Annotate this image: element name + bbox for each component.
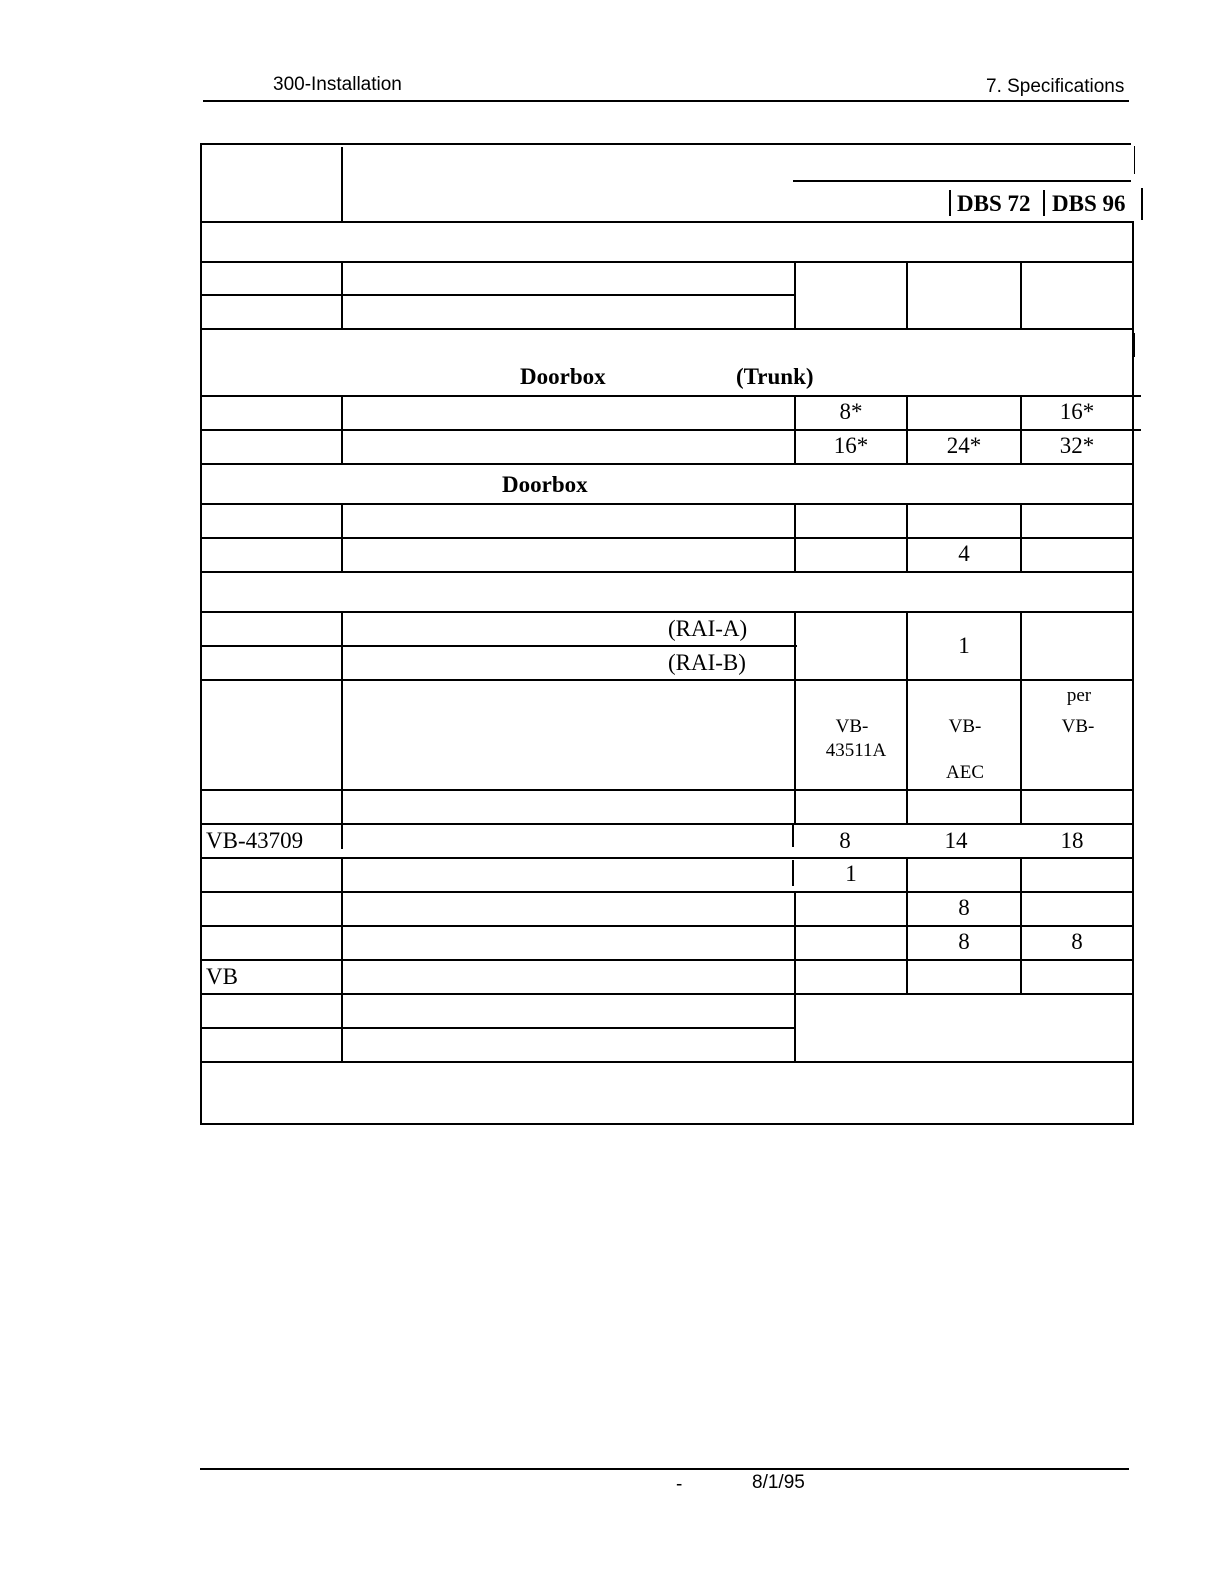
cell-value: 4: [958, 541, 970, 566]
rai-b-label: (RAI-B): [668, 650, 746, 675]
col-header-dbs72: DBS 72: [957, 191, 1031, 216]
header-rule: [203, 100, 1129, 102]
vb-c3-line1: VB-: [1061, 716, 1095, 737]
section-doorbox: Doorbox: [502, 472, 588, 497]
cell-value: 14: [944, 828, 968, 853]
footer-dash: -: [676, 1474, 683, 1495]
cell-value: 8: [958, 929, 970, 954]
vb-c1-line1: VB-: [835, 716, 869, 737]
footer-rule: [200, 1468, 1129, 1470]
vb43709-name: VB-43709: [206, 828, 304, 853]
cell-value: 1: [845, 861, 857, 886]
vb-c3-top: per: [1066, 685, 1092, 706]
footer-date: 8/1/95: [752, 1472, 805, 1493]
cell-value: 32*: [1059, 433, 1095, 458]
vb-c1-line2: 43511A: [825, 740, 887, 761]
section-doorbox-trunk: Doorbox: [520, 364, 606, 389]
cell-value: 16*: [833, 433, 869, 458]
col-header-dbs96: DBS 96: [1052, 191, 1126, 216]
vb-name: VB: [206, 964, 238, 989]
header-right: 7. Specifications: [986, 76, 1125, 97]
cell-value: 8: [958, 895, 970, 920]
cell-value: 18: [1060, 828, 1084, 853]
cell-value: 24*: [946, 433, 982, 458]
cell-value: 8: [1071, 929, 1083, 954]
rai-value: 1: [958, 633, 970, 658]
cell-value: 16*: [1059, 399, 1095, 424]
rai-a-label: (RAI-A): [668, 616, 748, 641]
vb-c2-line2: AEC: [946, 762, 984, 783]
cell-value: 8*: [839, 399, 863, 424]
cell-value: 8: [839, 828, 851, 853]
vb-c2-line1: VB-: [948, 716, 982, 737]
header-left: 300-Installation: [273, 74, 402, 95]
section-trunk: (Trunk): [736, 364, 814, 389]
